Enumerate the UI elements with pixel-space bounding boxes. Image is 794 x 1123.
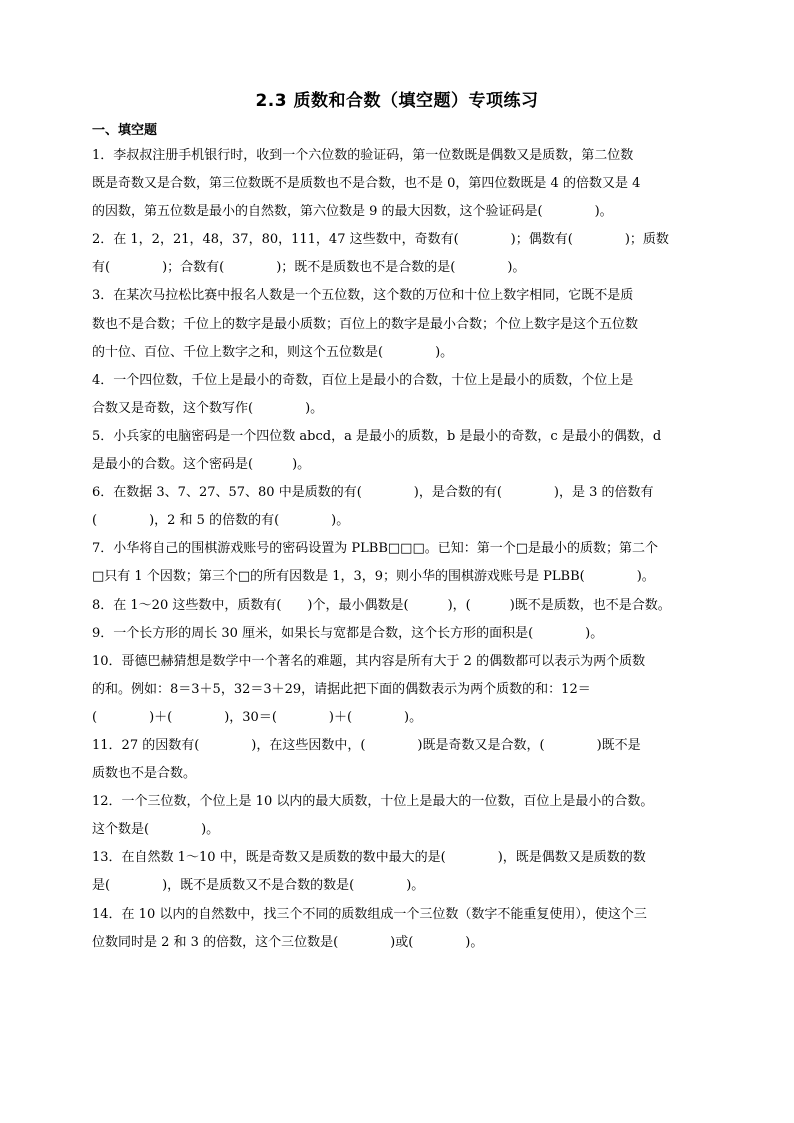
question-item xyxy=(92,535,704,591)
question-text-line: 的十位、百位、千位上数字之和，则这个五位数是( )。 xyxy=(92,344,454,360)
question-text-line: 数也不是合数；千位上的数字是最小质数；百位上的数字是最小合数；个位上数字是这个五位数 xyxy=(92,316,639,332)
question-text-line: 8．在 1～20 这些数中，质数有( )个，最小偶数是( )，( )既不是质数，也不是合数。 xyxy=(92,597,671,613)
question-item xyxy=(92,620,704,648)
section-heading: 一、填空题 xyxy=(92,123,158,138)
question-item xyxy=(92,732,704,788)
question-item xyxy=(92,592,704,620)
question-text-line: 14．在 10 以内的自然数中，找三个不同的质数组成一个三位数（数字不能重复使用），使这个三 xyxy=(92,906,647,922)
question-item xyxy=(92,901,704,957)
page-title: 2.3 质数和合数（填空题）专项练习 xyxy=(255,91,539,111)
question-text-line: 12．一个三位数，个位上是 10 以内的最大质数，十位上是最大的一位数，百位上是最小的合数。 xyxy=(92,794,654,810)
question-text-line: 有( )；合数有( )；既不是质数也不是合数的是( )。 xyxy=(92,260,526,276)
question-text-line: 3．在某次马拉松比赛中报名人数是一个五位数，这个数的万位和十位上数字相同，它既不是质 xyxy=(92,288,634,304)
question-item xyxy=(92,844,704,900)
question-text-line: 的因数，第五位数是最小的自然数，第六位数是 9 的最大因数，这个验证码是( )。 xyxy=(92,204,613,220)
question-text-line: ( )＋( )，30＝( )＋( )。 xyxy=(92,709,423,725)
question-text-line: 位数同时是 2 和 3 的倍数，这个三位数是( )或( )。 xyxy=(92,934,484,950)
question-item xyxy=(92,788,704,844)
question-text-line: 1．李叔叔注册手机银行时，收到一个六位数的验证码，第一位数既是偶数又是质数，第二位数 xyxy=(92,148,634,163)
question-text-line: 5．小兵家的电脑密码是一个四位数 abcd，a 是最小的质数，b 是最小的奇数，c 是最小的偶数，d xyxy=(92,428,662,444)
question-text-line: 6．在数据 3、7、27、57、80 中是质数的有( )，是合数的有( )，是 3 的倍数有 xyxy=(92,485,654,501)
question-text-line: 10．哥德巴赫猜想是数学中一个著名的难题，其内容是所有大于 2 的偶数都可以表示为两个质数 xyxy=(92,653,646,669)
question-text-line: ( )，2 和 5 的倍数的有( )。 xyxy=(92,513,350,529)
question-item xyxy=(92,423,704,479)
question-item xyxy=(92,479,704,535)
question-text-line: 是最小的合数。这个密码是( )。 xyxy=(92,457,311,473)
question-text-line: 9．一个长方形的周长 30 厘米，如果长与宽都是合数，这个长方形的面积是( )。 xyxy=(92,625,604,641)
question-text-line: 11．27 的因数有( )，在这些因数中，( )既是奇数又是合数，( )既不是 xyxy=(92,737,641,753)
question-item xyxy=(92,648,704,732)
question-item xyxy=(92,282,704,366)
question-text-line: 7．小华将自己的围棋游戏账号的密码设置为 PLBB□□□。已知：第一个□是最小的质数；第二个 xyxy=(92,541,659,557)
question-list xyxy=(92,142,704,957)
question-text-line: 的和。例如：8＝3＋5，32＝3＋29，请据此把下面的偶数表示为两个质数的和：12＝ xyxy=(92,681,591,697)
question-text-line: 13．在自然数 1～10 中，既是奇数又是质数的数中最大的是( )，既是偶数又是质数的数 xyxy=(92,850,646,866)
question-text-line: 4．一个四位数，千位上是最小的奇数，百位上是最小的合数，十位上是最小的质数，个位上是 xyxy=(92,372,634,388)
question-text-line: □只有 1 个因数；第三个□的所有因数是 1，3，9；则小华的围棋游戏账号是 PLBB( )。 xyxy=(92,569,655,585)
question-text-line: 既是奇数又是合数，第三位数既不是质数也不是合数，也不是 0，第四位数既是 4 的倍数又是 4 xyxy=(92,176,641,192)
question-item xyxy=(92,226,704,282)
question-item xyxy=(92,142,704,226)
question-text-line: 是( )，既不是质数又不是合数的数是( )。 xyxy=(92,878,425,894)
question-text-line: 质数也不是合数。 xyxy=(92,766,197,782)
question-text-line: 这个数是( )。 xyxy=(92,822,220,838)
question-text-line: 合数又是奇数，这个数写作( )。 xyxy=(92,400,324,416)
question-item xyxy=(92,367,704,423)
question-text-line: 2．在 1，2，21，48，37，80，111，47 这些数中，奇数有( )；偶数有( )；质数 xyxy=(92,232,669,248)
